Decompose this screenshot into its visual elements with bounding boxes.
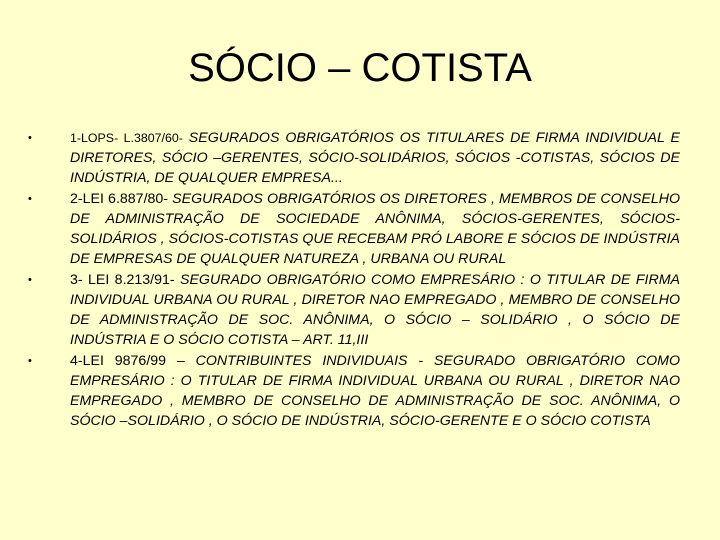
list-item-3 (28, 270, 680, 350)
law-reference: 3- LEI 8.213/91- (70, 272, 175, 288)
law-text: CONTRIBUINTES INDIVIDUAIS - SEGURADO OBRIGATÓRIO COMO EMPRESÁRIO : O TITULAR DE FIRMA INDIVIDUAL URBANA OU RURAL , DIRETOR NAO EMPREGADO , MEMBRO DE CONSELHO DE ADMINISTRAÇÃO DE SOC. ANÔNIMA, O SÓCIO –SOLIDÁRIO , O SÓCIO DE INDÚSTRIA, SÓCIO-GERENTE E O SÓCIO COTISTA (70, 353, 680, 429)
law-text: SEGURADO OBRIGATÓRIO COMO EMPRESÁRIO : O TITULAR DE FIRMA INDIVIDUAL URBANA OU RURAL , DIRETOR NAO EMPREGADO , MEMBRO DE CONSELHO DE ADMINISTRAÇÃO DE SOC. ANÔNIMA, O SÓCIO – SOLIDÁRIO , O SÓCIO DE INDÚSTRIA E O SÓCIO COTISTA – ART. 11,III (70, 272, 680, 348)
law-reference: 1-LOPS- L.3807/60- (70, 131, 183, 145)
bullet-icon: • (28, 355, 32, 367)
law-reference: 2-LEI 6.887/80- (70, 191, 169, 207)
bullet-icon: • (28, 274, 32, 286)
list-item-1 (28, 128, 680, 188)
list-item-4 (28, 351, 680, 431)
law-text: SEGURADOS OBRIGATÓRIOS OS TITULARES DE FIRMA INDIVIDUAL E DIRETORES, SÓCIO –GERENTES, SÓCIO-SOLIDÁRIOS, SÓCIOS -COTISTAS, SÓCIOS DE INDÚSTRIA, DE QUALQUER EMPRESA... (70, 130, 680, 186)
law-list (28, 128, 680, 432)
slide-title: SÓCIO – COTISTA (188, 46, 532, 90)
law-text: SEGURADOS OBRIGATÓRIOS OS DIRETORES , MEMBROS DE CONSELHO DE ADMINISTRAÇÃO DE SOCIEDADE ANÔNIMA, SÓCIOS-GERENTES, SÓCIOS-SOLIDÁRIOS , SÓCIOS-COTISTAS QUE RECEBAM PRÓ LABORE E SÓCIOS DE INDÚSTRIA DE EMPRESAS DE QUALQUER NATUREZA , URBANA OU RURAL (70, 191, 680, 267)
law-reference: 4-LEI 9876/99 – (70, 353, 185, 369)
bullet-icon: • (28, 193, 32, 205)
bullet-icon: • (28, 132, 32, 144)
list-item-2 (28, 189, 680, 269)
